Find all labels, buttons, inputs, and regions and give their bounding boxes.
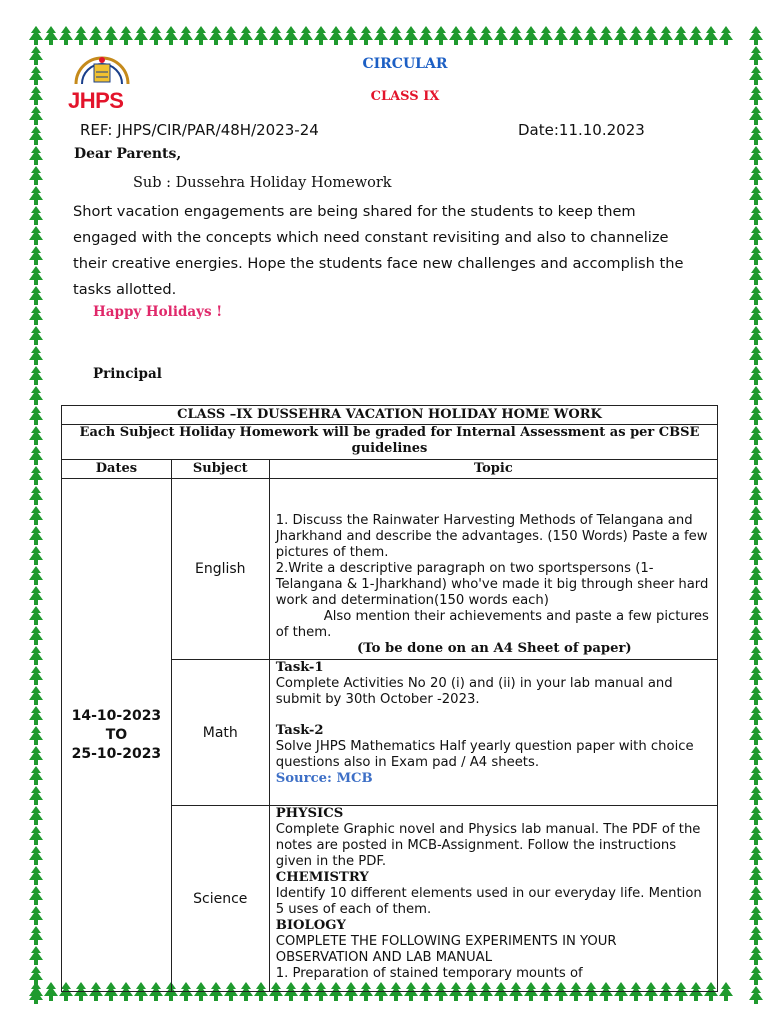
tree-icon [749,906,763,925]
tree-icon [749,166,763,185]
tree-icon [749,106,763,125]
tree-icon [29,826,43,845]
tree-icon [749,206,763,225]
subject-math: Math [171,660,269,806]
letter-body: Short vacation engagements are being shared for the students to keep them engaged with the concepts which need constant revisiting and also to channelize their creative energies. Hope the students face new challenges and accomplish the tasks allotted. [73,203,684,298]
tree-icon [29,346,43,365]
tree-icon [524,26,538,45]
tree-icon [29,566,43,585]
tree-icon [224,26,238,45]
tree-icon [749,246,763,265]
tree-icon [749,646,763,665]
tree-icon [29,106,43,125]
tree-icon [749,306,763,325]
tree-icon [749,326,763,345]
tree-icon [389,26,403,45]
tree-icon [629,26,643,45]
tree-icon [749,866,763,885]
tree-icon [749,726,763,745]
math-task-1-label: Task-1 [275,660,324,675]
chemistry-label: CHEMISTRY [275,870,369,885]
tree-border-top [28,24,740,48]
english-instruction: (To be done on an A4 Sheet of paper) [357,641,632,656]
tree-icon [29,206,43,225]
tree-icon [719,982,733,1001]
tree-icon [29,546,43,565]
tree-icon [749,766,763,785]
tree-icon [689,26,703,45]
chemistry-task: Identify 10 different elements used in our everyday life. Mention 5 uses of each of them. [275,886,702,917]
tree-icon [299,26,313,45]
tree-icon [749,406,763,425]
tree-icon [29,806,43,825]
signature: Principal [93,366,162,382]
tree-icon [269,26,283,45]
tree-icon [254,26,268,45]
tree-icon [29,626,43,645]
tree-icon [584,26,598,45]
column-header-subject: Subject [171,460,269,479]
dates-cell [62,479,172,992]
tree-icon [29,386,43,405]
reference-number: REF: JHPS/CIR/PAR/48H/2023-24 [80,121,319,139]
english-task-2-note: Also mention their achievements and paste a few pictures of them. [275,609,709,640]
tree-icon [29,986,43,1004]
tree-icon [29,426,43,445]
tree-icon [749,946,763,965]
tree-icon [419,26,433,45]
tree-icon [749,466,763,485]
tree-icon [749,846,763,865]
class-heading: CLASS IX [370,89,440,104]
tree-icon [749,126,763,145]
tree-icon [194,26,208,45]
math-task-1: Complete Activities No 20 (i) and (ii) in your lab manual and submit by 30th October -2023. [275,676,673,707]
tree-icon [449,26,463,45]
salutation: Dear Parents, [74,146,182,162]
tree-icon [749,486,763,505]
table-title: CLASS –IX DUSSEHRA VACATION HOLIDAY HOME WORK [62,406,718,425]
tree-icon [749,986,763,1004]
physics-task: Complete Graphic novel and Physics lab manual. The PDF of the notes are posted in MCB-Assignment. Follow the instructions given in the PDF. [275,822,701,869]
tree-icon [749,966,763,985]
tree-icon [29,326,43,345]
tree-icon [29,746,43,765]
tree-icon [704,26,718,45]
tree-icon [29,286,43,305]
tree-icon [749,266,763,285]
tree-icon [29,946,43,965]
tree-icon [29,506,43,525]
tree-icon [374,26,388,45]
tree-icon [29,906,43,925]
tree-icon [749,806,763,825]
tree-icon [749,426,763,445]
tree-icon [29,786,43,805]
math-task-2: Solve JHPS Mathematics Half yearly question paper with choice questions also in Exam pad / A4 sheets. [275,739,694,770]
tree-icon [29,846,43,865]
column-header-row [62,460,718,479]
tree-icon [749,526,763,545]
homework-table [61,405,718,992]
english-task-1: 1. Discuss the Rainwater Harvesting Methods of Telangana and Jharkhand and describe the advantages. (150 Words) Paste a few pictures of them. [275,513,708,560]
subject-line: Sub : Dussehra Holiday Homework [133,175,392,191]
tree-icon [29,526,43,545]
tree-icon [329,26,343,45]
tree-icon [29,766,43,785]
tree-icon [749,506,763,525]
circular-date: Date:11.10.2023 [518,121,645,139]
tree-icon [74,26,88,45]
tree-icon [749,926,763,945]
tree-icon [164,26,178,45]
tree-icon [29,886,43,905]
tree-icon [29,446,43,465]
tree-icon [749,626,763,645]
tree-icon [89,26,103,45]
tree-icon [644,26,658,45]
tree-icon [749,286,763,305]
tree-border-left [24,24,48,1004]
tree-icon [749,746,763,765]
subject-science: Science [171,806,269,992]
math-source: Source: MCB [275,771,373,786]
tree-icon [659,26,673,45]
tree-icon [434,26,448,45]
tree-icon [179,26,193,45]
tree-icon [749,346,763,365]
tree-icon [539,26,553,45]
table-row [62,479,718,660]
tree-icon [209,26,223,45]
closing-greeting: Happy Holidays ! [93,304,223,320]
tree-icon [749,606,763,625]
table-subtitle: Each Subject Holiday Homework will be graded for Internal Assessment as per CBSE guidelines [62,425,718,460]
tree-icon [464,26,478,45]
tree-border-right [744,24,768,1004]
subject-english: English [171,479,269,660]
circular-title: CIRCULAR [362,56,448,72]
tree-icon [749,186,763,205]
tree-icon [614,26,628,45]
tree-icon [149,26,163,45]
table-subtitle-row [62,425,718,460]
tree-icon [749,686,763,705]
tree-icon [29,306,43,325]
tree-icon [749,886,763,905]
tree-icon [134,26,148,45]
tree-icon [749,566,763,585]
topic-english [269,479,717,660]
tree-icon [29,726,43,745]
tree-icon [719,26,733,45]
tree-icon [104,26,118,45]
tree-icon [29,646,43,665]
biology-task: COMPLETE THE FOLLOWING EXPERIMENTS IN YOUR OBSERVATION AND LAB MANUAL [275,934,617,965]
tree-icon [29,26,43,45]
tree-icon [239,26,253,45]
tree-icon [749,826,763,845]
logo-wordmark: JHPS [68,88,124,113]
tree-icon [494,26,508,45]
tree-icon [29,226,43,245]
tree-icon [59,26,73,45]
tree-icon [359,26,373,45]
tree-icon [29,966,43,985]
column-header-dates: Dates [62,460,172,479]
tree-icon [749,146,763,165]
tree-icon [749,26,763,45]
tree-icon [284,26,298,45]
date-to: 25-10-2023 [71,745,162,762]
tree-icon [29,466,43,485]
tree-icon [29,686,43,705]
tree-icon [749,386,763,405]
tree-icon [404,26,418,45]
tree-icon [479,26,493,45]
biology-label: BIOLOGY [275,918,346,933]
tree-icon [749,706,763,725]
tree-icon [29,126,43,145]
tree-icon [29,266,43,285]
tree-icon [29,406,43,425]
tree-icon [29,606,43,625]
topic-math [269,660,717,806]
tree-icon [29,246,43,265]
tree-icon [29,866,43,885]
table-title-row [62,406,718,425]
tree-icon [29,706,43,725]
tree-icon [29,366,43,385]
column-header-topic: Topic [269,460,717,479]
english-task-2: 2.Write a descriptive paragraph on two sportspersons (1-Telangana & 1-Jharkhand) who've made it big through sheer hard work and determination(150 words each) [275,561,709,608]
date-to-word: TO [105,726,128,743]
tree-icon [749,366,763,385]
math-task-2-label: Task-2 [275,723,324,738]
tree-icon [749,226,763,245]
tree-icon [314,26,328,45]
tree-icon [674,26,688,45]
topic-science [269,806,717,992]
tree-icon [29,666,43,685]
tree-icon [119,26,133,45]
tree-icon [29,926,43,945]
tree-icon [29,486,43,505]
biology-item-1: 1. Preparation of stained temporary mounts of [275,966,583,981]
tree-icon [29,586,43,605]
tree-icon [29,186,43,205]
tree-icon [749,586,763,605]
tree-icon [569,26,583,45]
tree-icon [749,666,763,685]
physics-label: PHYSICS [275,806,344,821]
tree-icon [29,146,43,165]
tree-icon [29,166,43,185]
tree-icon [749,546,763,565]
tree-icon [509,26,523,45]
tree-icon [554,26,568,45]
tree-icon [749,786,763,805]
tree-icon [344,26,358,45]
tree-icon [599,26,613,45]
date-from: 14-10-2023 [71,707,162,724]
tree-icon [749,446,763,465]
